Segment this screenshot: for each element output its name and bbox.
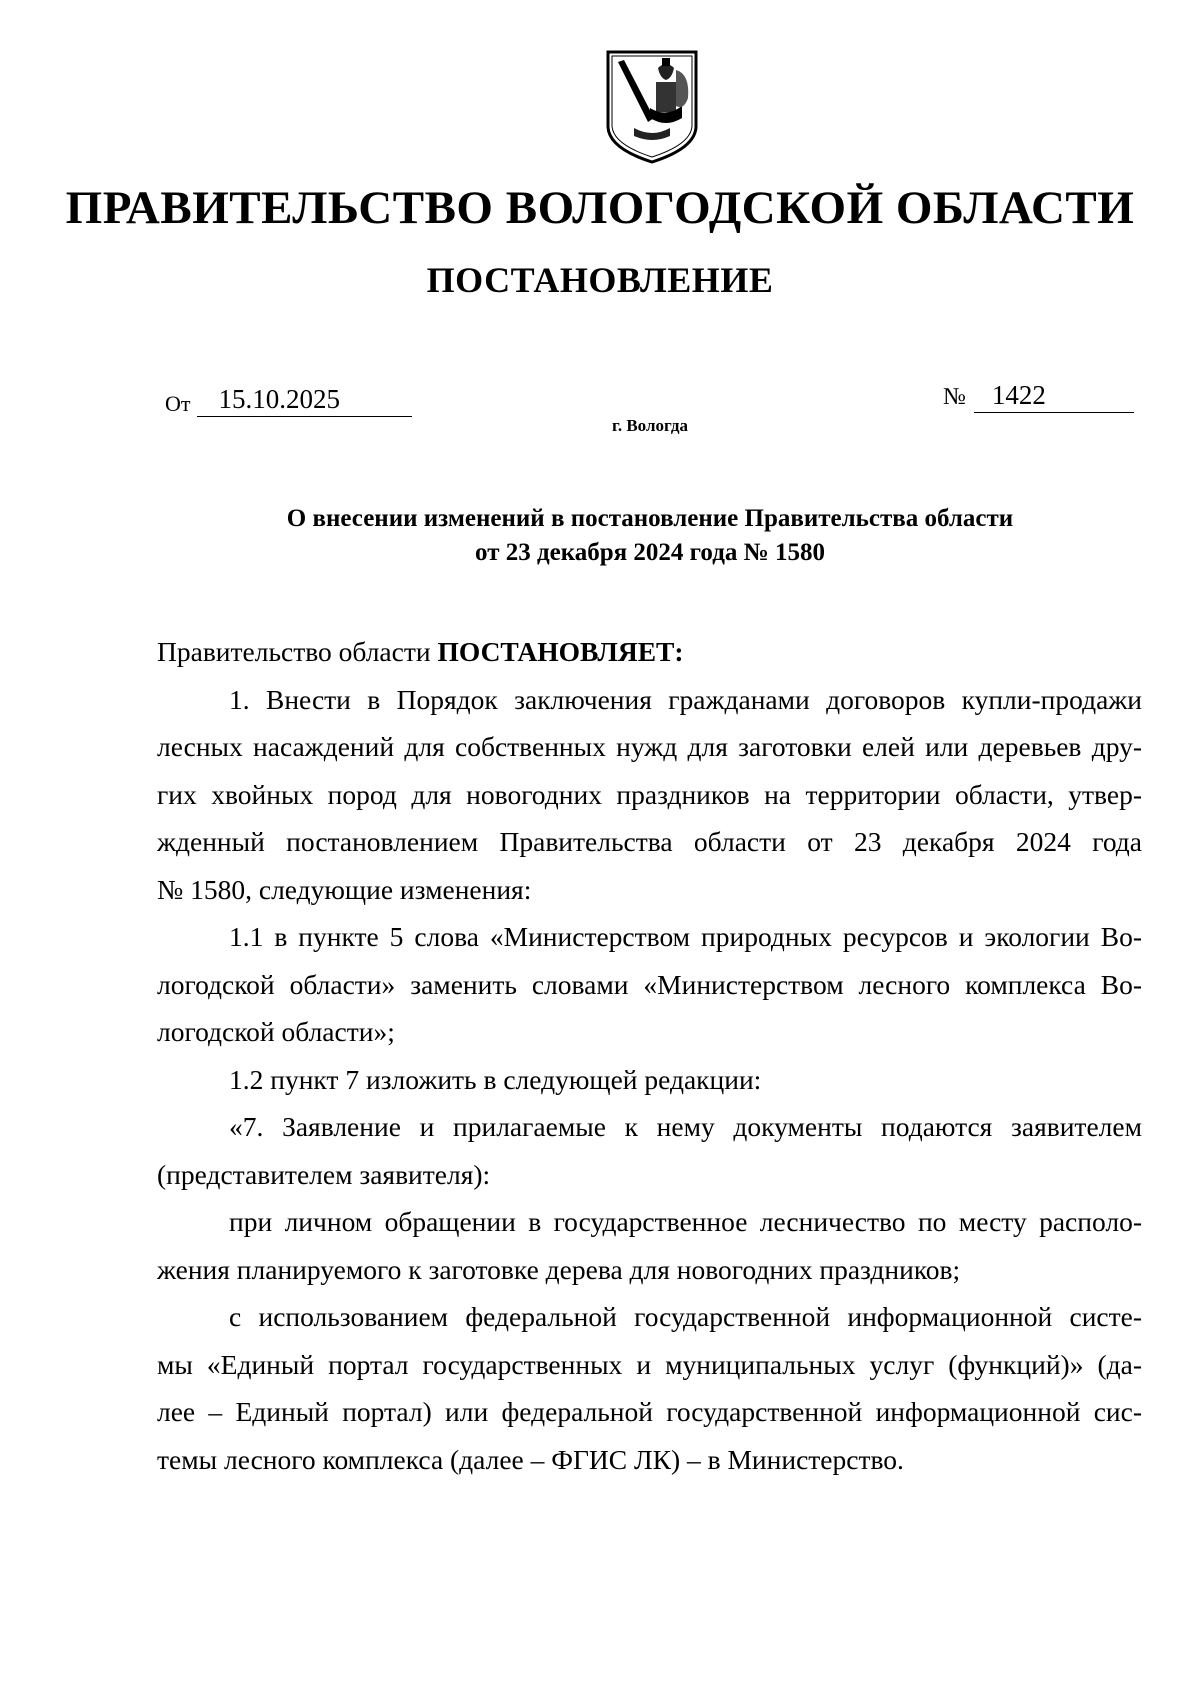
- preamble-emphasis: ПОСТАНОВЛЯЕТ:: [437, 636, 684, 667]
- body-line: 1.1 в пункте 5 слова «Министерством природных ресурсов и экологии Во-: [229, 921, 1142, 952]
- city: г. Вологда: [612, 416, 688, 435]
- body-line: № 1580, следующие изменения:: [157, 873, 532, 905]
- body-line: при личном обращении в государственное лесничество по месту располо-: [229, 1206, 1142, 1237]
- body-line: темы лесного комплекса (далее – ФГИС ЛК) – в Министерство.: [157, 1443, 904, 1475]
- document-body: [157, 628, 1142, 1483]
- body-line: логодской области»;: [157, 1016, 395, 1047]
- body-line: 1.2 пункт 7 изложить в следующей редакции:: [229, 1063, 762, 1095]
- body-line: (представителем заявителя):: [157, 1158, 491, 1190]
- subject-line: О внесении изменений в постановление Правительства области: [286, 505, 1014, 532]
- body-line: «7. Заявление и прилагаемые к нему документы подаются заявителем: [229, 1111, 1142, 1142]
- date-value: 15.10.2025: [197, 382, 412, 417]
- body-line: логодской области» заменить словами «Министерством лесного комплекса Во-: [157, 968, 1142, 1000]
- subject-line: от 23 декабря 2024 года № 1580: [475, 539, 825, 566]
- number-label: №: [943, 384, 966, 410]
- body-line: с использованием федеральной государственной информационной систе-: [229, 1301, 1142, 1332]
- body-line: 1. Внести в Порядок заключения гражданами договоров купли-продажи: [229, 683, 1142, 715]
- date-field: [165, 382, 412, 417]
- body-line: мы «Единый портал государственных и муниципальных услуг (функций)» (да-: [157, 1348, 1142, 1380]
- body-line: жденный постановлением Правительства области от 23 декабря 2024 года: [157, 826, 1142, 857]
- body-line: гих хвойных пород для новогодних праздников на территории области, утвер-: [157, 778, 1142, 810]
- body-line: лее – Единый портал) или федеральной государственной информационной сис-: [157, 1396, 1142, 1427]
- document-type: ПОСТАНОВЛЕНИЕ: [426, 260, 774, 300]
- date-label: От: [165, 391, 191, 416]
- number-field: [943, 378, 1134, 413]
- body-line: лесных насаждений для собственных нужд для заготовки елей или деревьев дру-: [157, 731, 1142, 762]
- government-title: ПРАВИТЕЛЬСТВО ВОЛОГОДСКОЙ ОБЛАСТИ: [65, 182, 1135, 234]
- subject-heading: [0, 502, 1200, 570]
- number-value: 1422: [974, 378, 1134, 413]
- preamble: [157, 628, 1142, 676]
- preamble-text: Правительство области: [157, 636, 438, 667]
- coat-of-arms-icon: [604, 48, 700, 166]
- body-line: жения планируемого к заготовке дерева для новогодних праздников;: [157, 1253, 961, 1285]
